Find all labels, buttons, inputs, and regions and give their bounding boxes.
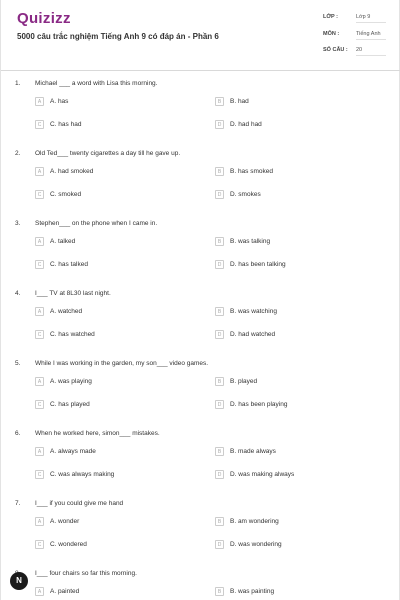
- option-letter-box: A: [35, 377, 44, 386]
- option-text: C. has played: [50, 401, 90, 408]
- question-text: Michael ___ a word with Lisa this morning.: [35, 80, 158, 87]
- option-letter-box: C: [35, 470, 44, 479]
- option-letter-box: B: [215, 517, 224, 526]
- option-text: D. has been talking: [230, 261, 286, 268]
- option-text: B. was watching: [230, 308, 277, 315]
- option-letter-box: B: [215, 377, 224, 386]
- option-text: A. had smoked: [50, 168, 94, 175]
- option-letter-box: C: [35, 330, 44, 339]
- question-text: While I was working in the garden, my son___ video games.: [35, 360, 209, 367]
- meta-label-subject: MÔN :: [323, 31, 340, 37]
- option-letter-box: D: [215, 260, 224, 269]
- document-header: [1, 0, 400, 71]
- question-text: Old Ted___ twenty cigarettes a day till he gave up.: [35, 150, 181, 157]
- option-letter-box: B: [215, 587, 224, 596]
- option-letter-box: C: [35, 120, 44, 129]
- option-text: A. was playing: [50, 378, 92, 385]
- document-title: 5000 câu trắc nghiệm Tiếng Anh 9 có đáp án - Phần 6: [17, 32, 219, 41]
- navigation-button[interactable]: N: [10, 572, 28, 590]
- meta-label-class: LỚP :: [323, 14, 338, 20]
- option-letter-box: D: [215, 400, 224, 409]
- meta-value-class: Lớp 9: [356, 14, 386, 23]
- question-number: 2.: [15, 150, 21, 157]
- option-text: C. smoked: [50, 191, 82, 198]
- meta-label-count: SỐ CÂU :: [323, 47, 348, 53]
- question-number: 1.: [15, 80, 21, 87]
- option-text: D. smokes: [230, 191, 261, 198]
- question-number: 6.: [15, 430, 21, 437]
- option-text: B. was painting: [230, 588, 275, 595]
- option-letter-box: C: [35, 400, 44, 409]
- option-letter-box: B: [215, 167, 224, 176]
- option-text: C. has talked: [50, 261, 88, 268]
- option-text: C. was always making: [50, 471, 115, 478]
- option-text: B. had: [230, 98, 249, 105]
- option-letter-box: C: [35, 190, 44, 199]
- option-text: B. played: [230, 378, 258, 385]
- option-letter-box: B: [215, 447, 224, 456]
- question-text: Stephen___ on the phone when I came in.: [35, 220, 158, 227]
- option-text: B. was talking: [230, 238, 271, 245]
- option-text: A. wonder: [50, 518, 80, 525]
- option-letter-box: A: [35, 167, 44, 176]
- option-letter-box: A: [35, 587, 44, 596]
- meta-value-count: 20: [356, 47, 386, 56]
- option-letter-box: D: [215, 330, 224, 339]
- question-number: 5.: [15, 360, 21, 367]
- option-letter-box: D: [215, 120, 224, 129]
- meta-value-subject: Tiếng Anh: [356, 31, 386, 40]
- question-number: 4.: [15, 290, 21, 297]
- option-letter-box: A: [35, 517, 44, 526]
- option-text: D. was wondering: [230, 541, 282, 548]
- option-letter-box: D: [215, 190, 224, 199]
- option-text: C. has had: [50, 121, 82, 128]
- option-text: A. watched: [50, 308, 83, 315]
- option-text: A. talked: [50, 238, 76, 245]
- option-text: D. was making always: [230, 471, 295, 478]
- option-letter-box: D: [215, 540, 224, 549]
- option-letter-box: B: [215, 237, 224, 246]
- option-letter-box: C: [35, 260, 44, 269]
- option-letter-box: A: [35, 237, 44, 246]
- option-text: A. has: [50, 98, 69, 105]
- option-letter-box: C: [35, 540, 44, 549]
- option-text: D. had watched: [230, 331, 276, 338]
- option-text: B. made always: [230, 448, 276, 455]
- question-number: 7.: [15, 500, 21, 507]
- question-text: I___ four chairs so far this morning.: [35, 570, 137, 577]
- question-number: 3.: [15, 220, 21, 227]
- option-letter-box: A: [35, 307, 44, 316]
- option-text: C. has watched: [50, 331, 95, 338]
- option-letter-box: D: [215, 470, 224, 479]
- option-letter-box: B: [215, 97, 224, 106]
- option-letter-box: A: [35, 97, 44, 106]
- option-text: A. painted: [50, 588, 80, 595]
- option-text: D. has been playing: [230, 401, 288, 408]
- option-text: D. had had: [230, 121, 262, 128]
- option-text: B. has smoked: [230, 168, 273, 175]
- option-text: B. am wondering: [230, 518, 279, 525]
- quizizz-logo: Quizizz: [17, 10, 71, 27]
- option-text: A. always made: [50, 448, 96, 455]
- question-text: I___ if you could give me hand: [35, 500, 124, 507]
- option-letter-box: B: [215, 307, 224, 316]
- question-text: I___ TV at 8L30 last night.: [35, 290, 111, 297]
- question-text: When he worked here, simon___ mistakes.: [35, 430, 160, 437]
- option-letter-box: A: [35, 447, 44, 456]
- option-text: C. wondered: [50, 541, 87, 548]
